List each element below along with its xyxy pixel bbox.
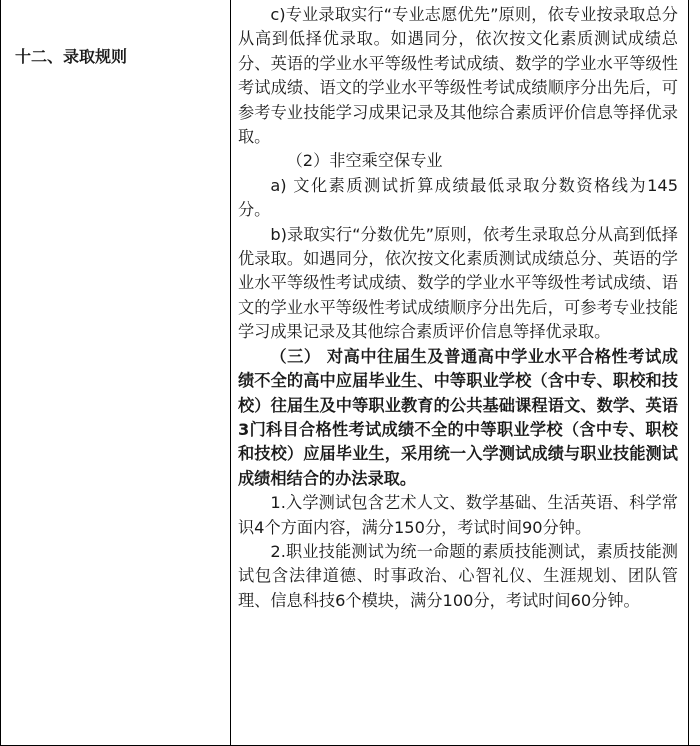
table-border-right bbox=[688, 0, 689, 746]
paragraph-major-admission: c)专业录取实行“专业志愿优先”原则，依专业按录取总分从高到低择优录取。如遇同分，依次按文化素质测试成绩总分、英语的学业水平等级性考试成绩、数学的学业水平等级性考试成绩、语文的学业水平等级性考试成绩顺序分出先后，可参考专业技能学习成果记录及其他综合素质评价信息等择优录取。 bbox=[238, 5, 678, 147]
paragraph-non-flight-heading: （2）非空乘空保专业 bbox=[286, 151, 443, 171]
paragraph-unified-test-heading: （三） 对高中往届生及普通高中学业水平合格性考试成绩不全的高中应届毕业生、中等职业学校（含中专、职校和技校）往届生及中等职业教育的公共基础课程语文、数学、英语3门科目合格性考试成绩不全的中等职业学校（含中专、职校和技校）应届毕业生，采用统一入学测试成绩与职业技能测试成绩相结合的办法录取。 bbox=[238, 346, 678, 488]
section-content bbox=[238, 3, 678, 613]
paragraph-entrance-test: 1.入学测试包含艺术人文、数学基础、生活英语、科学常识4个方面内容，满分150分，考试时间90分钟。 bbox=[238, 493, 678, 537]
section-label: 十二、录取规则 bbox=[15, 47, 128, 66]
paragraph-score-priority: b)录取实行“分数优先”原则，依考生录取总分从高到低择优录取。如遇同分，依次按文化素质测试成绩总分、英语的学业水平等级性考试成绩、数学的学业水平等级性考试成绩、语文的学业水平等级性考试成绩顺序分出先后，可参考专业技能学习成果记录及其他综合素质评价信息等择优录取。 bbox=[238, 224, 678, 342]
paragraph-score-threshold: a) 文化素质测试折算成绩最低录取分数资格线为145分。 bbox=[238, 175, 678, 220]
section-content-cell bbox=[231, 0, 687, 746]
section-label-cell bbox=[1, 0, 229, 746]
paragraph-skill-test: 2.职业技能测试为统一命题的素质技能测试，素质技能测试包含法律道德、时事政治、心智礼仪、生涯规划、团队管理、信息科技6个模块，满分100分，考试时间60分钟。 bbox=[238, 541, 678, 610]
